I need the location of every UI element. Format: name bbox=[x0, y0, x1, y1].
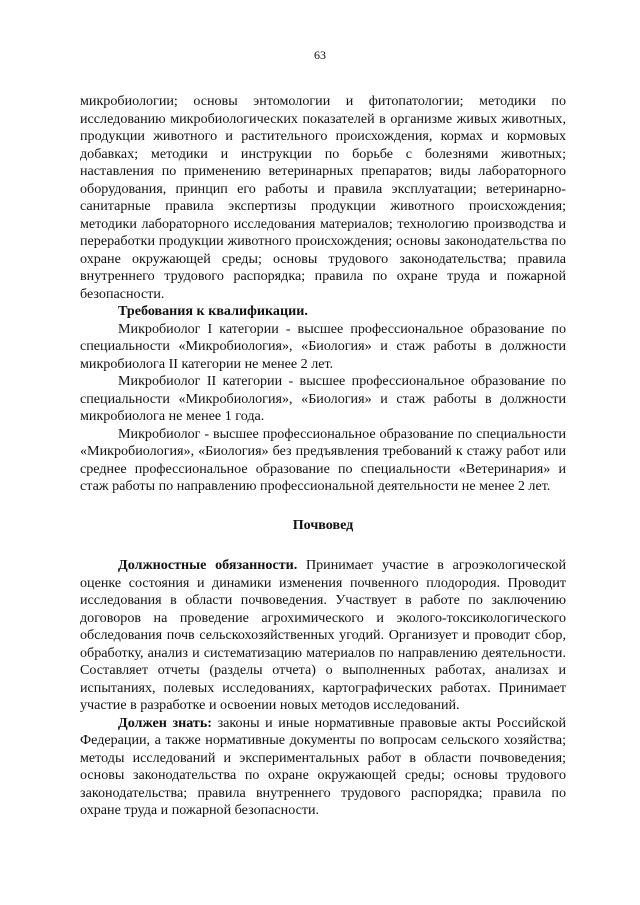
knowledge-text: законы и иные нормативные правовые акты Российской Федерации, а также нормативные документы по вопросам сельского хозяйства; методы исследований и экспериментальных работ в области почвоведения; основы законодательства по охране окружающей среды; основы трудового законодательства; правила внутреннего трудового распорядка; правила по охране труда и пожарной безопасности. bbox=[80, 714, 567, 818]
qualification-category-1: Микробиолог I категории - высшее профессиональное образование по специальности «Микробиология», «Биология» и стаж работы в должности микробиолога II категории не менее 2 лет. bbox=[80, 320, 566, 372]
qualification-heading: Требования к квалификации. bbox=[118, 303, 308, 319]
qualification-base: Микробиолог - высшее профессиональное образование по специальности «Микробиология», «Биология» без предъявления требований к стажу работ или среднее профессиональное образование по специальности «Ветеринария» и стаж работы по направлению профессиональной деятельности не менее 2 лет. bbox=[80, 425, 566, 494]
duties-paragraph bbox=[80, 557, 566, 715]
section-title: Почвовед bbox=[292, 516, 354, 533]
duties-text: Принимает участие в агроэкологической оценке состояния и динамики изменения почвенного плодородия. Проводит исследования в области почвоведения. Участвует в работе по заключению договоров на проведение агрохимического и эколого-токсикологического обследования почв сельскохозяйственных угодий. Организует и проводит сбор, обработку, анализ и систематизацию материалов по направлению деятельности. Составляет отчеты (разделы отчета) о выполненных работах, анализах и испытаниях, полевых исследованиях, картографических работах. Принимает участие в разработке и освоении новых методов исследований. bbox=[80, 557, 566, 713]
knowledge-paragraph bbox=[80, 715, 566, 820]
knowledge-label: Должен знать: bbox=[118, 714, 212, 731]
intro-paragraph: микробиологии; основы энтомологии и фитопатологии; методики по исследованию микробиологических показателей в организме живых животных, продукции животного и растительного происхождения, кормах и кормовых добавках; методики и инструкции по борьбе с болезнями животных; наставления по применению ветеринарных препаратов; виды лабораторного оборудования, принцип его работы и правила эксплуатации; ветеринарно-санитарные правила экспертизы продукции животного происхождения; методики лабораторного исследования материалов; технологию производства и переработки продукции животного происхождения; основы законодательства по охране окружающей среды; основы трудового законодательства; правила внутреннего трудового распорядка; правила по охране труда и пожарной безопасности. bbox=[80, 93, 566, 302]
page-number: 63 bbox=[314, 48, 326, 62]
qualification-category-2: Микробиолог II категории - высшее профессиональное образование по специальности «Микробиология», «Биология» и стаж работы в должности микробиолога не менее 1 года. bbox=[80, 373, 566, 424]
duties-label: Должностные обязанности. bbox=[118, 557, 298, 573]
page-body bbox=[80, 93, 566, 820]
